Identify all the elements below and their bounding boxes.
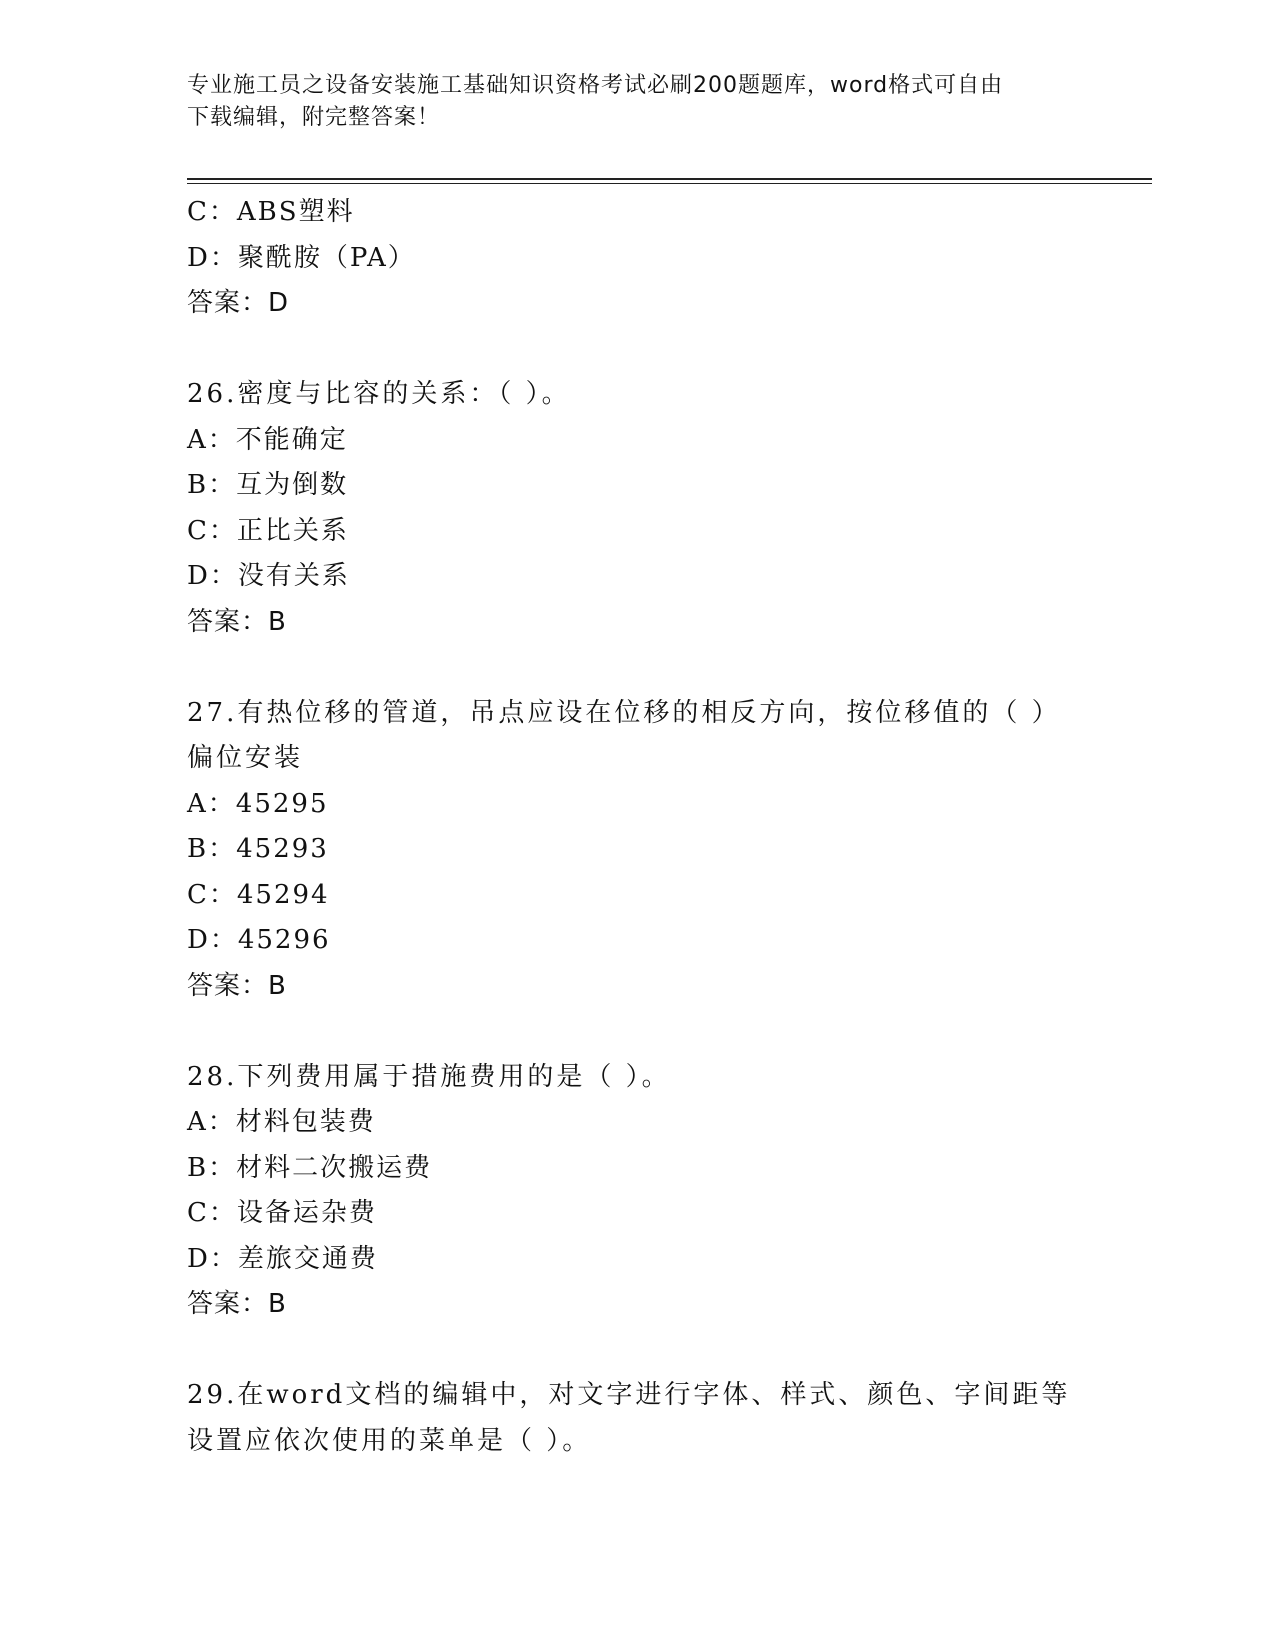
header-rule-thin — [187, 183, 1152, 184]
option-d: D：没有关系 — [187, 561, 350, 591]
option-d: D：聚酰胺（PA） — [187, 242, 416, 273]
question-27 — [187, 691, 1152, 1010]
option-b: B：材料二次搬运费 — [187, 1152, 433, 1183]
answer: 答案：B — [187, 970, 287, 1001]
header-rule-thick — [187, 178, 1152, 180]
question-stem-line-1: 29.在word文档的编辑中，对文字进行字体、样式、颜色、字间距等 — [187, 1380, 1071, 1410]
answer: 答案：B — [187, 606, 287, 637]
spacer — [187, 1328, 1152, 1374]
option-d: D：差旅交通费 — [187, 1243, 378, 1274]
option-a: A：45295 — [187, 788, 329, 819]
question-list — [187, 190, 1152, 1464]
header-title-line-1: 专业施工员之设备安装施工基础知识资格考试必刷200题题库，word格式可自由 — [187, 73, 1004, 98]
option-b: B：互为倒数 — [187, 470, 349, 500]
question-stem: 28.下列费用属于措施费用的是（ ）。 — [187, 1061, 671, 1092]
option-c: C：设备运杂费 — [187, 1198, 377, 1228]
question-stem: 26.密度与比容的关系：（ ）。 — [187, 379, 571, 409]
question-28 — [187, 1055, 1152, 1328]
question-26 — [187, 372, 1152, 645]
option-c: C：ABS塑料 — [187, 197, 355, 227]
question-29 — [187, 1373, 1152, 1464]
answer: 答案：D — [187, 288, 290, 318]
option-a: A：不能确定 — [187, 424, 348, 455]
question-stem-line-2: 偏位安装 — [187, 743, 304, 773]
question-25-carryover — [187, 190, 1152, 327]
option-d: D：45296 — [187, 925, 331, 955]
spacer — [187, 1009, 1152, 1055]
header-title-line-2: 下载编辑，附完整答案！ — [187, 105, 441, 130]
option-c: C：正比关系 — [187, 515, 349, 546]
option-c: C：45294 — [187, 879, 330, 910]
spacer — [187, 645, 1152, 691]
option-b: B：45293 — [187, 834, 329, 864]
option-a: A：材料包装费 — [187, 1107, 376, 1137]
document-header — [187, 70, 1087, 134]
question-stem-line-1: 27.有热位移的管道，吊点应设在位移的相反方向，按位移值的（ ） — [187, 697, 1061, 728]
question-stem-line-2: 设置应依次使用的菜单是（ ）。 — [187, 1425, 592, 1456]
spacer — [187, 327, 1152, 373]
answer: 答案：B — [187, 1289, 287, 1319]
